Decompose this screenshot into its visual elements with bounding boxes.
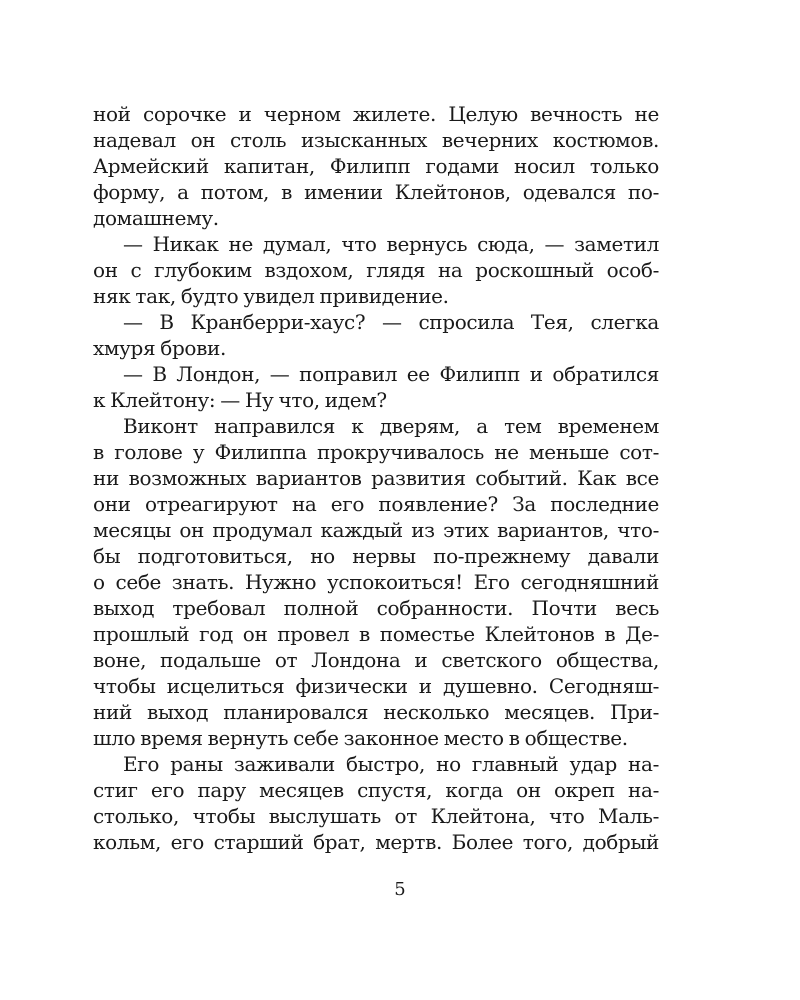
paragraph [93, 751, 659, 855]
paragraph [93, 309, 659, 361]
text-line: шло время вернуть себе законное место в обществе. [93, 726, 628, 750]
text-line: столько, чтобы выслушать от Клейтона, что Маль- [93, 804, 659, 828]
text-line: бы подготовиться, но нервы по-прежнему давали [93, 544, 659, 568]
text-line: домашнему. [93, 206, 219, 230]
text-line: воне, подальше от Лондона и светского общества, [93, 648, 659, 672]
paragraph [93, 101, 659, 231]
paragraph [93, 413, 659, 751]
page-body [93, 101, 659, 855]
text-line: месяцы он продумал каждый из этих вариантов, что- [93, 518, 659, 542]
text-line: они отреагируют на его появление? За последние [93, 492, 659, 516]
text-line: ной сорочке и черном жилете. Целую вечность не [93, 102, 659, 126]
text-line: о себе знать. Нужно успокоиться! Его сегодняшний [93, 570, 659, 594]
text-line: Виконт направился к дверям, а тем временем [123, 414, 659, 438]
text-line: стиг его пару месяцев спустя, когда он окреп на- [93, 778, 659, 802]
text-line: он с глубоким вздохом, глядя на роскошный особ- [93, 258, 659, 282]
text-line: — В Кранберри-хаус? — спросила Тея, слегка [123, 310, 659, 334]
text-line: к Клейтону: — Ну что, идем? [93, 388, 387, 412]
text-line: Армейский капитан, Филипп годами носил только [93, 154, 659, 178]
text-line: надевал он столь изысканных вечерних костюмов. [93, 128, 659, 152]
text-line: прошлый год он провел в поместье Клейтонов в Де- [93, 622, 659, 646]
text-line: кольм, его старший брат, мертв. Более того, добрый [93, 830, 659, 854]
paragraph [93, 231, 659, 309]
text-line: чтобы исцелиться физически и душевно. Сегодняш- [93, 674, 659, 698]
text-line: — В Лондон, — поправил ее Филипп и обратился [123, 362, 659, 386]
text-line: Его раны заживали быстро, но главный удар на- [123, 752, 659, 776]
text-line: — Никак не думал, что вернусь сюда, — заметил [123, 232, 659, 256]
text-line: в голове у Филиппа прокручивалось не меньше сот- [93, 440, 659, 464]
text-line: ний выход планировался несколько месяцев. При- [93, 700, 659, 724]
text-line: выход требовал полной собранности. Почти весь [93, 596, 659, 620]
page-number: 5 [394, 879, 406, 900]
paragraph [93, 361, 659, 413]
text-line: хмуря брови. [93, 336, 227, 360]
text-line: ни возможных вариантов развития событий. Как все [93, 466, 659, 490]
text-line: форму, а потом, в имении Клейтонов, одевался по- [93, 180, 659, 204]
text-line: няк так, будто увидел привидение. [93, 284, 449, 308]
